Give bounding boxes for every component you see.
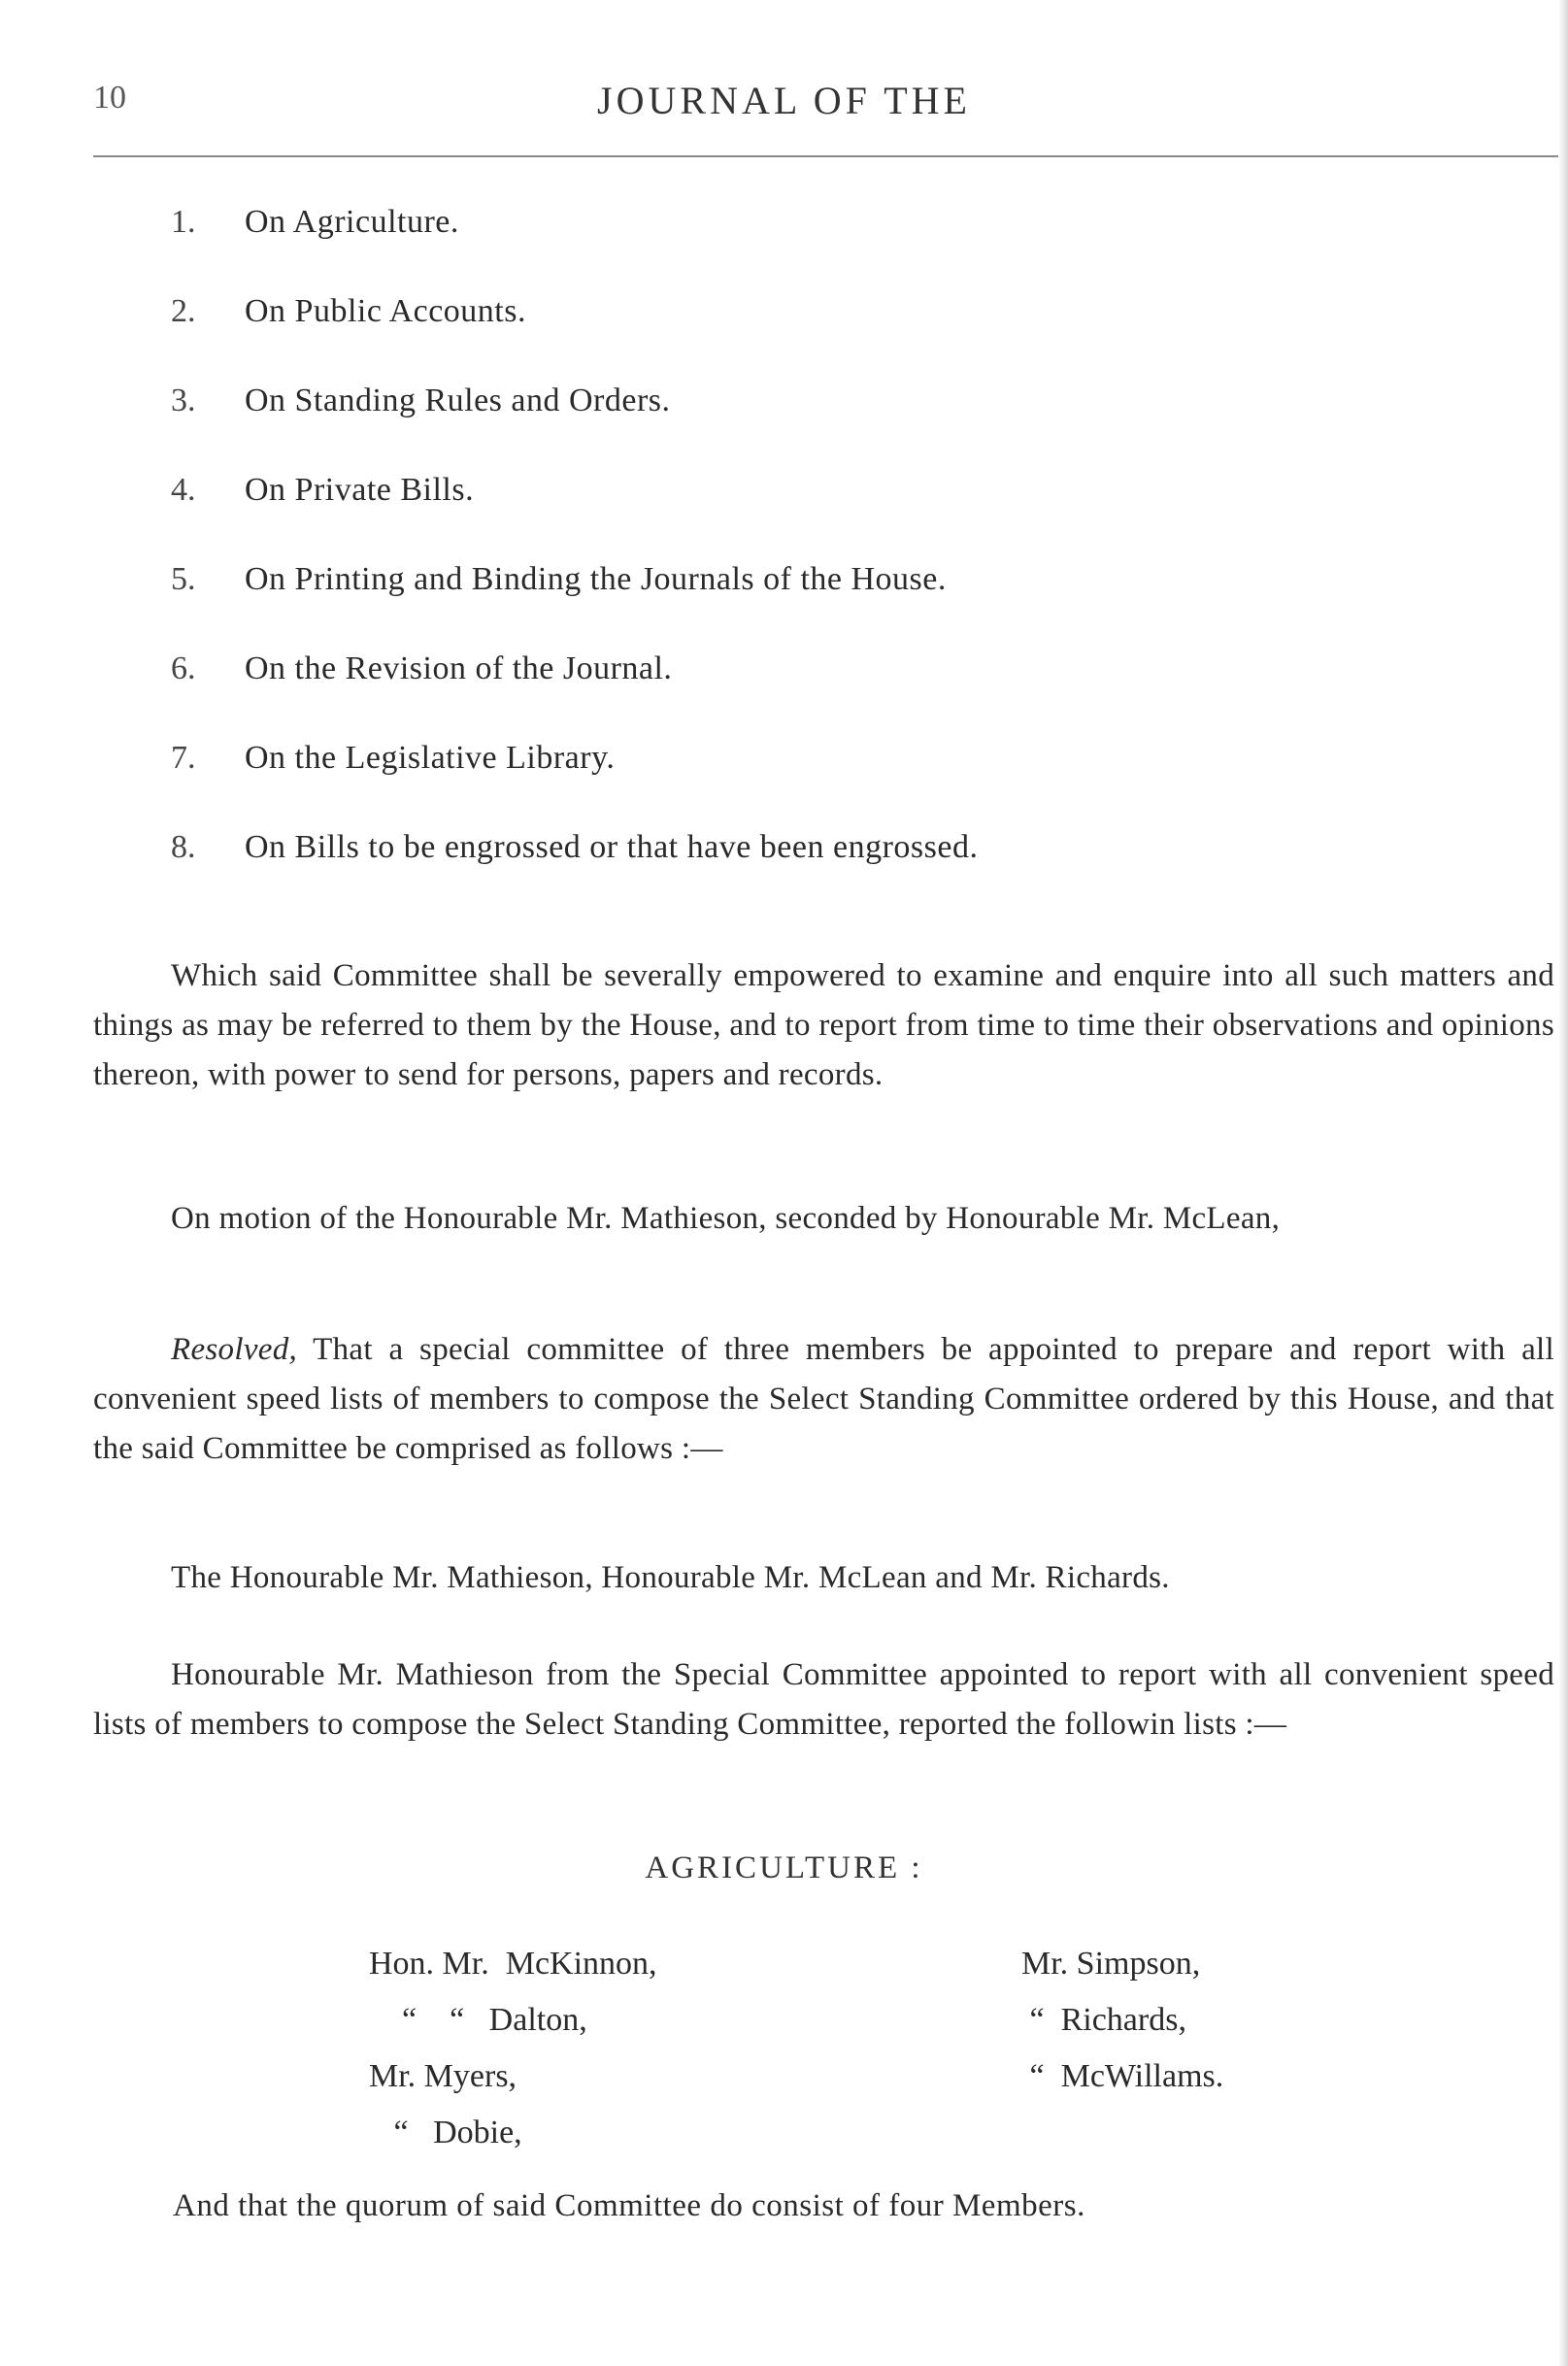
item-text: On Agriculture. [245, 204, 459, 240]
member-column-left [369, 1936, 657, 2161]
motion-paragraph: On motion of the Honourable Mr. Mathieson, seconded by Honourable Mr. McLean, [171, 1201, 1281, 1236]
resolution-paragraph [93, 1325, 1554, 1474]
item-number: 5. [171, 561, 196, 597]
member-name: “ Dobie, [369, 2115, 522, 2150]
item-number: 2. [171, 293, 196, 329]
member-name: “ McWillams. [1021, 2058, 1224, 2094]
list-item [171, 204, 1433, 293]
item-number: 4. [171, 472, 196, 508]
member-name: Hon. Mr. McKinnon, [369, 1946, 657, 1982]
item-text: On Private Bills. [245, 472, 475, 508]
item-text: On the Legislative Library. [245, 740, 616, 776]
item-number: 1. [171, 204, 196, 240]
page-edge-shadow [1558, 0, 1568, 2366]
list-item [171, 829, 1433, 918]
list-item [171, 561, 1433, 650]
members-paragraph: The Honourable Mr. Mathieson, Honourable Mr. McLean and Mr. Richards. [171, 1560, 1170, 1595]
powers-paragraph: Which said Committee shall be severally empowered to examine and enquire into all such matters and things as may be referred to them by the House, and to report from time to time their observations and opinions thereon, with power to send for persons, papers and records. [93, 958, 1554, 1092]
item-text: On Bills to be engrossed or that have been engrossed. [245, 829, 979, 865]
report-paragraph: Honourable Mr. Mathieson from the Special Committee appointed to report with all convenient speed lists of members to compose the Select Standing Committee, reported the followin lists :— [93, 1657, 1554, 1742]
item-text: On Printing and Binding the Journals of the House. [245, 561, 947, 597]
page-number: 10 [93, 80, 126, 116]
member-name: Mr. Myers, [369, 2058, 517, 2094]
committee-list [171, 204, 1433, 918]
member-column-right [1021, 1936, 1223, 2105]
item-number: 6. [171, 650, 196, 686]
item-text: On Public Accounts. [245, 293, 526, 329]
item-text: On the Revision of the Journal. [245, 650, 673, 686]
item-number: 7. [171, 740, 196, 776]
section-heading: AGRICULTURE : [645, 1850, 923, 1885]
list-item [171, 472, 1433, 561]
header-rule [93, 155, 1561, 157]
member-name: “ Richards, [1021, 2002, 1186, 2038]
item-number: 3. [171, 383, 196, 418]
quorum-statement: And that the quorum of said Committee do consist of four Members. [173, 2188, 1085, 2223]
list-item [171, 383, 1433, 472]
list-item [171, 293, 1433, 383]
item-text: On Standing Rules and Orders. [245, 383, 671, 418]
member-name: “ “ Dalton, [369, 2002, 587, 2038]
resolution-text: That a special committee of three members be appointed to prepare and report with all convenient speed lists of members to compose the Select Standing Committee ordered by this House, and that the said Committee be comprised as follows :— [93, 1332, 1554, 1466]
member-name: Mr. Simpson, [1021, 1946, 1201, 1982]
resolved-label: Resolved, [171, 1332, 298, 1367]
list-item [171, 650, 1433, 740]
running-head: JOURNAL OF THE [597, 79, 971, 122]
list-item [171, 740, 1433, 829]
item-number: 8. [171, 829, 196, 865]
